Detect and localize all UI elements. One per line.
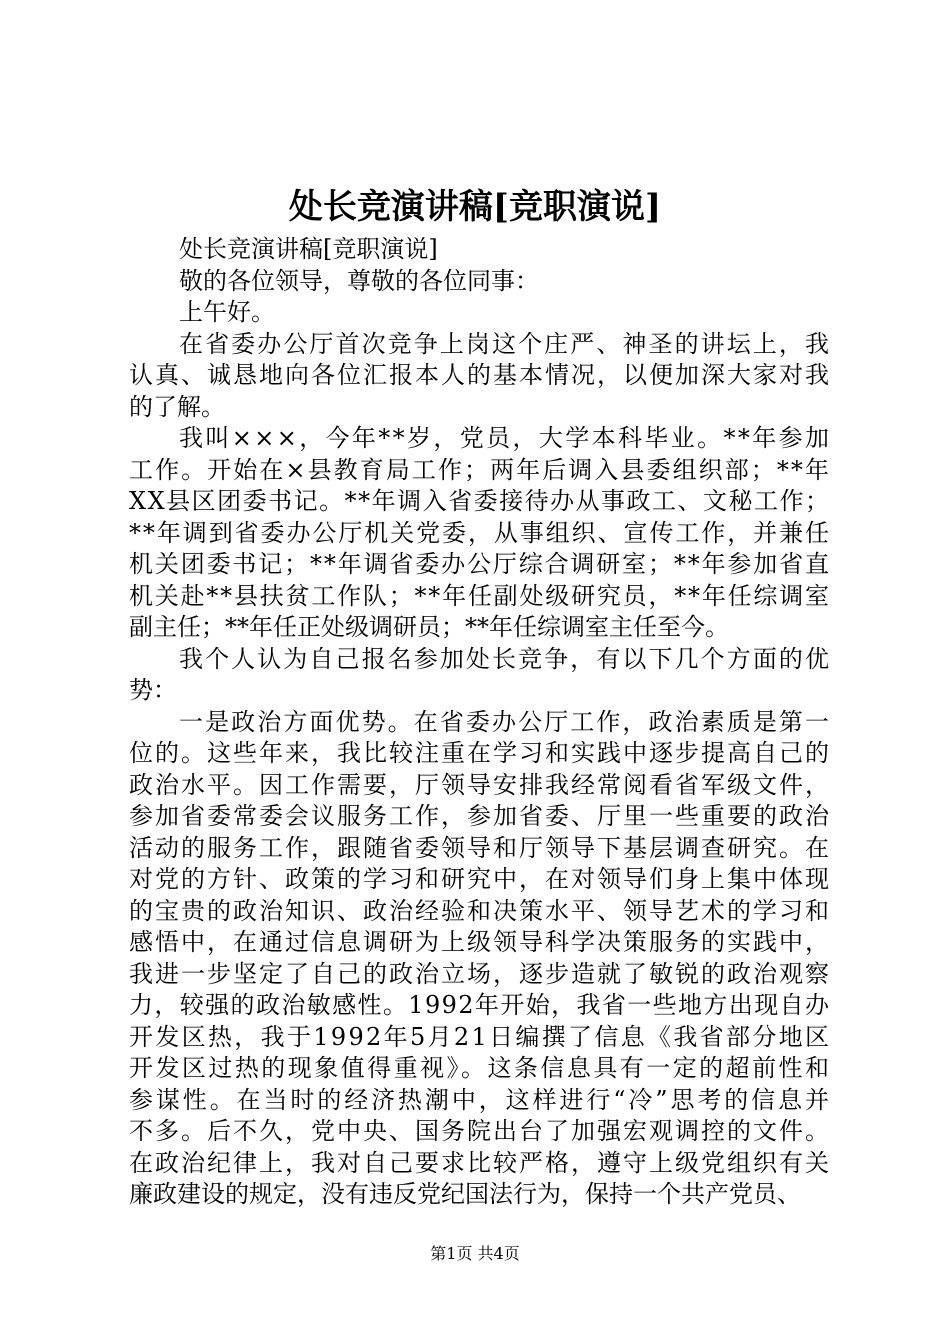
text-line: 敬的各位领导，尊敬的各位同事： — [179, 266, 539, 295]
text-line: 的了解。 — [129, 392, 225, 421]
document-title: 处长竞演讲稿[竞职演说] — [288, 187, 662, 227]
text-line: 机关赴**县扶贫工作队；**年任副处级研究员，**年任综调室 — [129, 581, 831, 610]
text-line: 认真、诚恳地向各位汇报本人的基本情况，以便加深大家对我 — [129, 361, 831, 389]
text-line: 处长竞演讲稿[竞职演说] — [179, 235, 438, 263]
text-line: 开发区热，我于1992年5月21日编撰了信息《我省部分地区 — [129, 1022, 832, 1051]
text-line: **年调到省委办公厅机关党委，从事组织、宣传工作，并兼任 — [129, 518, 831, 547]
text-line: 参谋性。在当时的经济热潮中，这样进行“冷”思考的信息并 — [129, 1085, 832, 1114]
paragraph — [129, 266, 829, 298]
text-line: 工作。开始在×县教育局工作；两年后调入县委组织部；**年 — [129, 455, 832, 484]
text-line: 参加省委常委会议服务工作，参加省委、厅里一些重要的政治 — [129, 802, 831, 830]
text-line: 的宝贵的政治知识、政治经验和决策水平、领导艺术的学习和 — [129, 896, 831, 925]
text-line: 政治水平。因工作需要，厅领导安排我经常阅看省军级文件， — [129, 770, 831, 799]
text-line: 开发区过热的现象值得重视》。这条信息具有一定的超前性和 — [129, 1054, 832, 1082]
text-line: 我叫×××，今年**岁，党员，大学本科毕业。**年参加 — [179, 424, 832, 452]
paragraph — [129, 329, 832, 424]
text-line: 廉政建设的规定，没有违反党纪国法行为，保持一个共产党员、 — [129, 1180, 801, 1208]
text-line: 副主任；**年任正处级调研员；**年任综调室主任至今。 — [129, 613, 729, 641]
text-line: XX县区团委书记。**年调入省委接待办从事政工、文秘工作； — [129, 487, 831, 515]
page-footer: 第1页 共4页 — [430, 1244, 520, 1263]
text-line: 我进一步坚定了自己的政治立场，逐步造就了敏锐的政治观察 — [129, 959, 831, 988]
paragraph — [129, 644, 832, 707]
text-line: 感悟中，在通过信息调研为上级领导科学决策服务的实践中， — [129, 928, 831, 956]
document-body — [129, 234, 832, 1211]
text-line: 一是政治方面优势。在省委办公厅工作，政治素质是第一 — [179, 707, 832, 736]
text-line: 上午好。 — [179, 298, 275, 326]
text-line: 对党的方针、政策的学习和研究中，在对领导们身上集中体现 — [129, 865, 831, 893]
text-line: 势： — [129, 676, 177, 704]
paragraph — [129, 707, 832, 1211]
text-line: 不多。后不久，党中央、国务院出台了加强宏观调控的文件。 — [129, 1117, 831, 1145]
text-line: 机关团委书记；**年调省委办公厅综合调研室；**年参加省直 — [129, 550, 831, 578]
text-line: 在省委办公厅首次竞争上岗这个庄严、神圣的讲坛上，我 — [179, 329, 832, 358]
text-line: 我个人认为自己报名参加处长竞争，有以下几个方面的优 — [179, 644, 832, 673]
paragraph — [129, 423, 832, 644]
text-line: 在政治纪律上，我对自己要求比较严格，遵守上级党组织有关 — [129, 1148, 831, 1177]
text-line: 活动的服务工作，跟随省委领导和厅领导下基层调查研究。在 — [129, 833, 831, 862]
paragraph — [129, 297, 829, 329]
text-line: 位的。这些年来，我比较注重在学习和实践中逐步提高自己的 — [129, 739, 831, 767]
text-line: 力，较强的政治敏感性。1992年开始，我省一些地方出现自办 — [129, 991, 831, 1019]
paragraph — [129, 234, 829, 266]
